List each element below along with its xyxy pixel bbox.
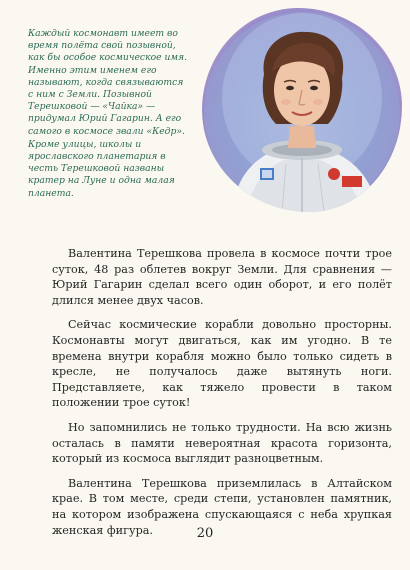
main-paragraph: Валентина Терешкова провела в космосе почти трое суток, 48 раз облетев вокруг Земли. Для сравнения — Юрий Гагарин сделал всего один оборот, и его полёт длился менее двух часов. xyxy=(52,247,392,307)
main-paragraph: Валентина Терешкова приземлилась в Алтайском крае. В том месте, среди степи, установлен памятник, на котором изображена спускающаяся с неба хрупкая женская фигура. xyxy=(52,476,392,537)
main-text xyxy=(52,246,392,547)
main-paragraph: Но запомнились не только трудности. На всю жизнь осталась в памяти невероятная красота горизонта, который из космоса выглядит разноцветным. xyxy=(52,420,392,466)
page-number: 20 xyxy=(196,526,214,541)
main-paragraph: Сейчас космические корабли довольно просторны. Космонавты могут двигаться, как им угодно. В те времена внутри корабля можно было только сидеть в кресле, не получалось даже вытянуть ноги. Представляете, как тяжело провести в таком положении трое суток! xyxy=(52,318,392,410)
sidebar-paragraph: Кроме улицы, школы и ярославского планетария в честь Терешковой названы кратер на Луне и одна малая планета. xyxy=(28,138,175,199)
sidebar-paragraph: Каждый космонавт имеет во время полёта свой позывной, как бы особое космическое имя. Именно этим именем его называют, когда связываются с ним с Земли. Позывной Терешковой — «Чайка» — придумал Юрий Гагарин. А его самого в космосе звали «Кедр». xyxy=(28,28,187,137)
cosmonaut-portrait-drawing xyxy=(202,8,402,212)
cosmonaut-portrait-illustration xyxy=(202,8,402,212)
sidebar-note xyxy=(28,28,188,201)
